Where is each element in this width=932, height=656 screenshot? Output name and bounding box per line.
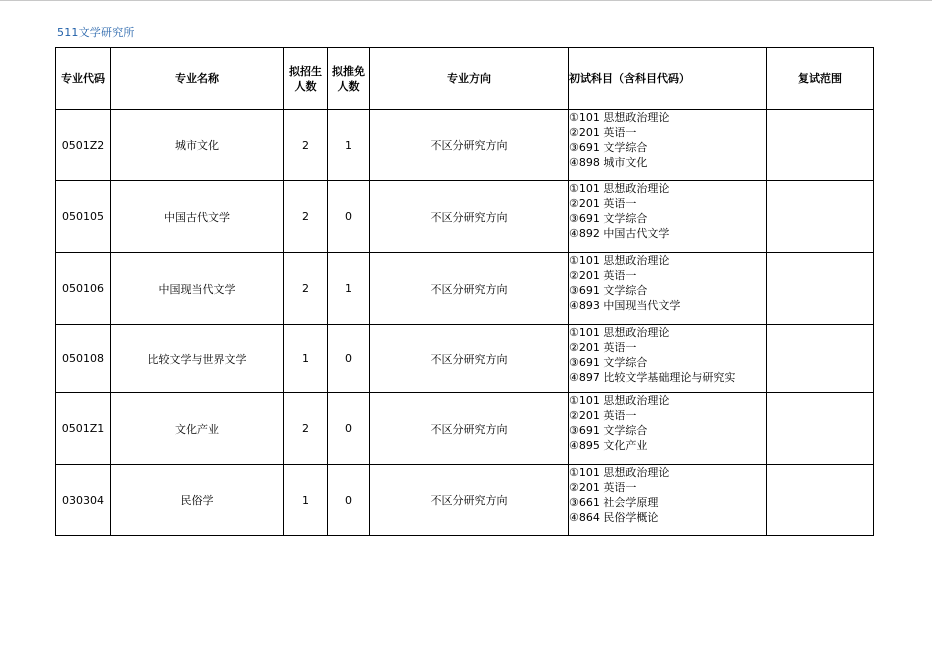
table-row [56, 253, 874, 325]
exam-subject: ④893 中国现当代文学 [569, 299, 681, 312]
exam-subject: ②201 英语一 [569, 341, 637, 354]
header-exempt: 拟推免人数 [328, 48, 370, 110]
cell-code: 050108 [56, 325, 111, 393]
header-code: 专业代码 [56, 48, 111, 110]
cell-direction: 不区分研究方向 [370, 181, 569, 253]
page-title: 511文学研究所 [57, 26, 135, 39]
cell-exam [569, 393, 767, 465]
exam-subject: ④898 城市文化 [569, 156, 648, 169]
header-enroll: 拟招生人数 [284, 48, 328, 110]
cell-enroll: 2 [284, 181, 328, 253]
exam-subject: ①101 思想政治理论 [569, 111, 670, 124]
cell-enroll: 1 [284, 465, 328, 536]
cell-retest [767, 393, 874, 465]
cell-exempt: 1 [328, 110, 370, 181]
header-retest: 复试范围 [767, 48, 874, 110]
table-row [56, 393, 874, 465]
table-row [56, 465, 874, 536]
cell-exempt: 0 [328, 181, 370, 253]
exam-subject: ②201 英语一 [569, 197, 637, 210]
exam-subject: ①101 思想政治理论 [569, 466, 670, 479]
header-exam: 初试科目（含科目代码） [569, 48, 767, 110]
table-header-row [56, 48, 874, 110]
cell-exempt: 1 [328, 253, 370, 325]
exam-subject: ③661 社会学原理 [569, 496, 659, 509]
table-row [56, 325, 874, 393]
cell-name: 民俗学 [111, 465, 284, 536]
header-name: 专业名称 [111, 48, 284, 110]
exam-subject: ③691 文学综合 [569, 284, 648, 297]
cell-exempt: 0 [328, 465, 370, 536]
exam-subject: ①101 思想政治理论 [569, 326, 670, 339]
exam-subject: ④897 比较文学基础理论与研究实 [569, 371, 736, 384]
cell-retest [767, 181, 874, 253]
cell-direction: 不区分研究方向 [370, 325, 569, 393]
cell-name: 中国现当代文学 [111, 253, 284, 325]
admissions-table [55, 47, 874, 536]
cell-direction: 不区分研究方向 [370, 110, 569, 181]
exam-subject: ②201 英语一 [569, 269, 637, 282]
cell-retest [767, 253, 874, 325]
exam-subject: ④892 中国古代文学 [569, 227, 670, 240]
exam-subject: ③691 文学综合 [569, 356, 648, 369]
cell-code: 030304 [56, 465, 111, 536]
top-divider [0, 0, 932, 1]
exam-subject: ④864 民俗学概论 [569, 511, 659, 524]
cell-exempt: 0 [328, 325, 370, 393]
cell-name: 比较文学与世界文学 [111, 325, 284, 393]
exam-subject: ④895 文化产业 [569, 439, 648, 452]
cell-exam [569, 181, 767, 253]
cell-direction: 不区分研究方向 [370, 465, 569, 536]
cell-retest [767, 325, 874, 393]
cell-exam [569, 325, 767, 393]
cell-enroll: 2 [284, 393, 328, 465]
cell-exam [569, 110, 767, 181]
exam-subject: ③691 文学综合 [569, 141, 648, 154]
cell-code: 050105 [56, 181, 111, 253]
table-row [56, 110, 874, 181]
cell-exam [569, 465, 767, 536]
exam-subject: ①101 思想政治理论 [569, 394, 670, 407]
cell-enroll: 2 [284, 110, 328, 181]
header-direction: 专业方向 [370, 48, 569, 110]
cell-code: 0501Z1 [56, 393, 111, 465]
cell-direction: 不区分研究方向 [370, 393, 569, 465]
exam-subject: ③691 文学综合 [569, 424, 648, 437]
exam-subject: ①101 思想政治理论 [569, 254, 670, 267]
cell-enroll: 2 [284, 253, 328, 325]
cell-direction: 不区分研究方向 [370, 253, 569, 325]
exam-subject: ②201 英语一 [569, 126, 637, 139]
cell-retest [767, 465, 874, 536]
cell-name: 文化产业 [111, 393, 284, 465]
table-row [56, 181, 874, 253]
exam-subject: ③691 文学综合 [569, 212, 648, 225]
exam-subject: ②201 英语一 [569, 409, 637, 422]
cell-enroll: 1 [284, 325, 328, 393]
cell-exempt: 0 [328, 393, 370, 465]
cell-name: 中国古代文学 [111, 181, 284, 253]
cell-exam [569, 253, 767, 325]
cell-code: 0501Z2 [56, 110, 111, 181]
cell-code: 050106 [56, 253, 111, 325]
cell-retest [767, 110, 874, 181]
exam-subject: ①101 思想政治理论 [569, 182, 670, 195]
cell-name: 城市文化 [111, 110, 284, 181]
exam-subject: ②201 英语一 [569, 481, 637, 494]
